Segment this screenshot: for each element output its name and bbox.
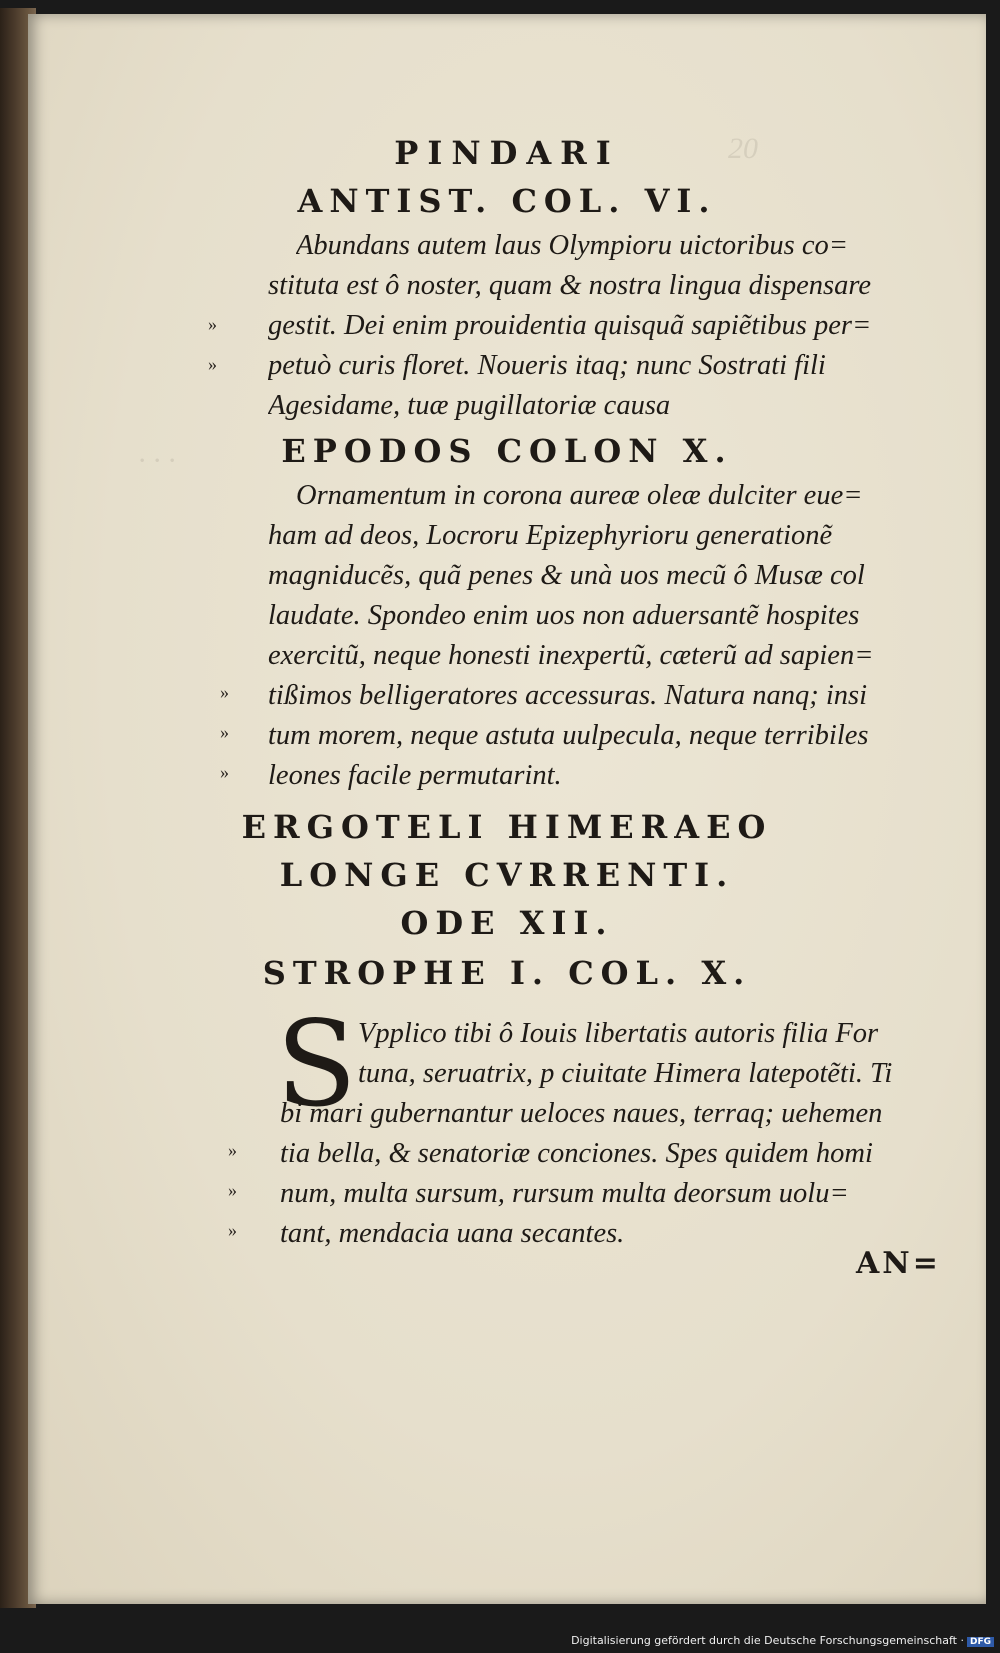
margin-marker: » [228, 1220, 237, 1240]
text-line: magniducẽs, quã penes & unà uos mecũ ô Musæ col [268, 560, 865, 591]
text-line: gestit. Dei enim prouidentia quisquã sapiẽtibus per= [268, 310, 872, 341]
section-heading: EPODOS COLON X. [281, 432, 733, 470]
book-page [28, 14, 986, 1604]
text-line: exercitũ, neque honesti inexpertũ, cæterũ ad sapien= [268, 640, 874, 671]
credit-text: Digitalisierung gefördert durch die Deutsche Forschungsgemeinschaft · [571, 1634, 964, 1647]
margin-marker: » [208, 314, 217, 334]
ode-title: ERGOTELI HIMERAEO [241, 808, 773, 846]
page-text [28, 14, 986, 1604]
text-line: leones facile permutarint. [268, 760, 562, 791]
digitization-credit [0, 1634, 994, 1647]
text-line: Vpplico tibi ô Iouis libertatis autoris filia For [358, 1018, 879, 1049]
margin-marker: » [220, 722, 229, 742]
text-line: tia bella, & senatoriæ conciones. Spes quidem homi [280, 1138, 873, 1169]
text-line: tißimos belligeratores accessuras. Natura nanq; insi [268, 680, 868, 711]
margin-marker: » [208, 354, 217, 374]
section-heading: STROPHE I. COL. X. [262, 954, 752, 992]
catchword: AN= [856, 1246, 941, 1281]
show-through-text: 20 [728, 132, 758, 165]
drop-cap: S [276, 995, 357, 1133]
show-through-text: · · · [138, 444, 176, 477]
text-line: tum morem, neque astuta uulpecula, neque terribiles [268, 720, 869, 751]
text-line: petuò curis floret. Noueris itaq; nunc Sostrati fili [268, 350, 826, 381]
margin-marker: » [228, 1180, 237, 1200]
margin-marker: » [228, 1140, 237, 1160]
text-line: laudate. Spondeo enim uos non aduersantẽ hospites [268, 600, 860, 631]
text-line: tant, mendacia uana secantes. [280, 1218, 625, 1249]
margin-marker: » [220, 762, 229, 782]
section-heading: ANTIST. COL. VI. [297, 182, 717, 220]
margin-marker: » [220, 682, 229, 702]
text-line: num, multa sursum, rursum multa deorsum uolu= [280, 1178, 849, 1209]
ode-number: ODE XII. [400, 904, 614, 942]
text-line: stituta est ô noster, quam & nostra lingua dispensare [268, 270, 872, 301]
dfg-logo: DFG [967, 1637, 994, 1647]
running-head: PINDARI [394, 134, 620, 172]
text-line: bi mari gubernantur ueloces naues, terraq; uehemen [280, 1098, 883, 1129]
text-line: Ornamentum in corona aureæ oleæ dulciter eue= [296, 480, 863, 511]
ode-title: LONGE CVRRENTI. [279, 856, 735, 894]
text-line: ham ad deos, Locroru Epizephyrioru generationẽ [268, 520, 833, 551]
text-line: Abundans autem laus Olympioru uictoribus co= [296, 230, 848, 261]
text-line: Agesidame, tuæ pugillatoriæ causa [268, 390, 671, 421]
text-line: tuna, seruatrix, p ciuitate Himera latepotẽti. Ti [358, 1058, 893, 1089]
